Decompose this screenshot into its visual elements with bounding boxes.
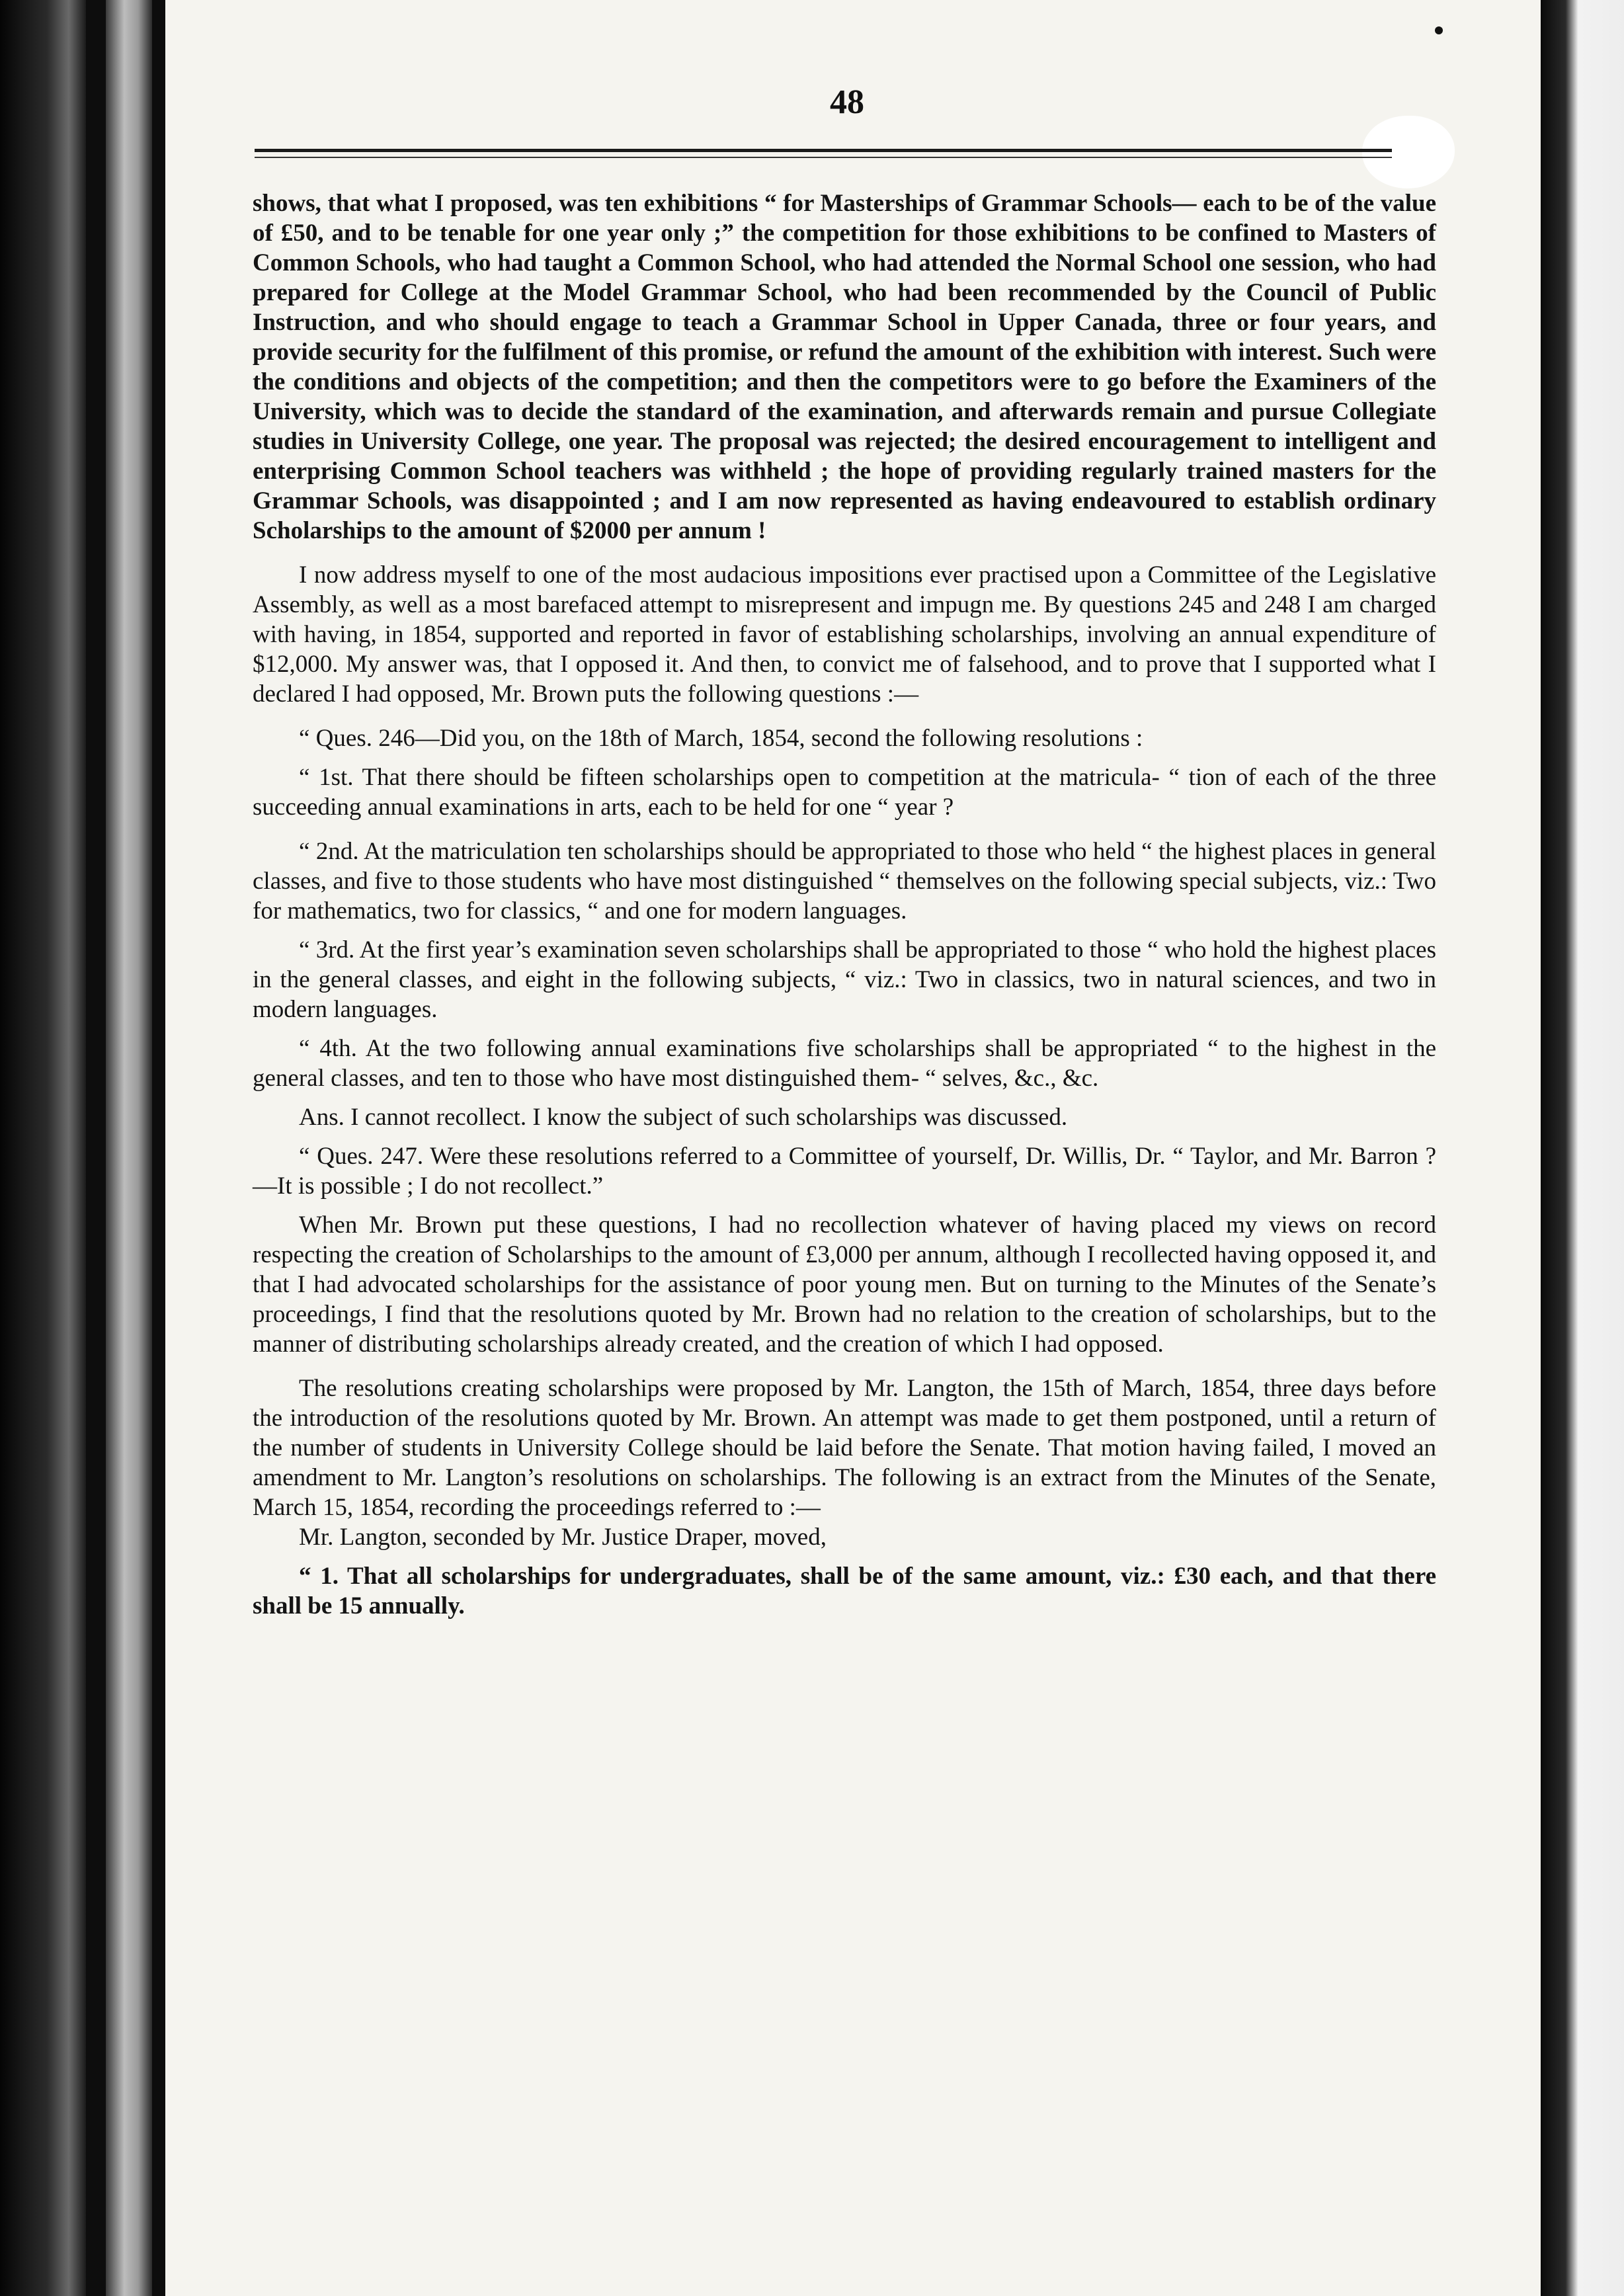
resolution-scholarships-1: “ 1. That all scholarships for undergraduates, shall be of the same amount, viz.: £30 each, and that there shall be 15 annually. (253, 1563, 1436, 1620)
header-rule-thick (255, 149, 1392, 152)
quote-resolution-1st: “ 1st. That there should be fifteen scholarships open to competition at the matricula- “ tion of each of the three succeeding annual examinations in arts, each to be held for one “ year ? (253, 764, 1436, 821)
page-number: 48 (830, 83, 864, 121)
body-text (253, 188, 1436, 1621)
paragraph-recollection: When Mr. Brown put these questions, I had no recollection whatever of having placed my views on record respecting the creation of Scholarships to the amount of £3,000 per annum, although I recollected having opposed it, and that I had advocated scholarships for the assistance of poor young men. But on turning to the Minutes of the Senate’s proceedings, I find that the resolutions quoted by Mr. Brown had no relation to the creation of scholarships, but to the manner of distributing scholarships already created, and the creation of which I had opposed. (253, 1211, 1436, 1358)
paragraph-continuation: shows, that what I proposed, was ten exhibitions “ for Masterships of Grammar Schools— each to be of the value of £50, and to be tenable for one year only ;” the competition for those exhibitions to be confined to Masters of Common Schools, who had taught a Common School, who had attended the Normal School one session, who had prepared for College at the Model Grammar School, who had been recommended by the Council of Public Instruction, and who should engage to teach a Grammar School in Upper Canada, three or four years, and provide security for the fulfilment of this promise, or refund the amount of the exhibition with interest. Such were the conditions and objects of the competition; and then the competitors were to go before the Examiners of the University, which was to decide the standard of the examination, and afterwards remain and pursue Collegiate studies in University College, one year. The proposal was rejected; the desired encouragement to intelligent and enterprising Common School teachers was withheld ; the hope of providing regularly trained masters for the Grammar Schools, was disappointed ; and I am now represented as having endeavoured to establish ordinary Scholarships to the amount of $2000 per annum ! (253, 190, 1436, 544)
quote-question-246: “ Ques. 246—Did you, on the 18th of March, 1854, second the following resolutions : (299, 725, 1143, 752)
ink-dot (1435, 26, 1443, 34)
quote-resolution-3rd: “ 3rd. At the first year’s examination seven scholarships shall be appropriated to those “ who hold the highest places in the general classes, and eight in the following subjects, “ viz.: Two in classics, two in natural sciences, and two in modern languages. (253, 936, 1436, 1023)
next-page-edge (1541, 0, 1624, 2296)
quote-resolution-4th: “ 4th. At the two following annual examinations five scholarships shall be appropriated “ to the highest in the general classes, and ten to those who have most distinguished them- “ selves, &c., &c. (253, 1035, 1436, 1092)
paragraph-resolutions-creating: The resolutions creating scholarships were proposed by Mr. Langton, the 15th of March, 1854, three days before the introduction of the resolutions quoted by Mr. Brown. An attempt was made to get them postponed, until a return of the number of students in University College should be laid before the Senate. That motion having failed, I moved an amendment to Mr. Langton’s resolutions on scholarships. The following is an extract from the Minutes of the Senate, March 15, 1854, recording the proceedings referred to :— (253, 1375, 1436, 1521)
quote-question-247: “ Ques. 247. Were these resolutions referred to a Committee of yourself, Dr. Willis, Dr. “ Taylor, and Mr. Barron ?—It is possible ; I do not recollect.” (253, 1143, 1436, 1200)
answer-246: Ans. I cannot recollect. I know the subject of such scholarships was discussed. (299, 1104, 1068, 1131)
adjacent-page-edge (106, 0, 152, 2296)
book-spine-shadow (0, 0, 86, 2296)
quote-resolution-2nd: “ 2nd. At the matriculation ten scholarships should be appropriated to those who held “ the highest places in general classes, and five to those students who have most distinguished “ themselves on the following special subjects, viz.: Two for mathematics, two for classics, “ and one for modern languages. (253, 838, 1436, 924)
paper-blot (1362, 116, 1455, 188)
paragraph-langton-moved: Mr. Langton, seconded by Mr. Justice Draper, moved, (299, 1524, 827, 1551)
header-rule-thin (255, 157, 1392, 158)
paragraph-imposition: I now address myself to one of the most audacious impositions ever practised upon a Committee of the Legislative Assembly, as well as a most barefaced attempt to misrepresent and impugn me. By questions 245 and 248 I am charged with having, in 1854, supported and reported in favor of establishing scholarships, involving an annual expenditure of $12,000. My answer was, that I opposed it. And then, to convict me of falsehood, and to prove that I supported what I declared I had opposed, Mr. Brown puts the following questions :— (253, 561, 1436, 708)
